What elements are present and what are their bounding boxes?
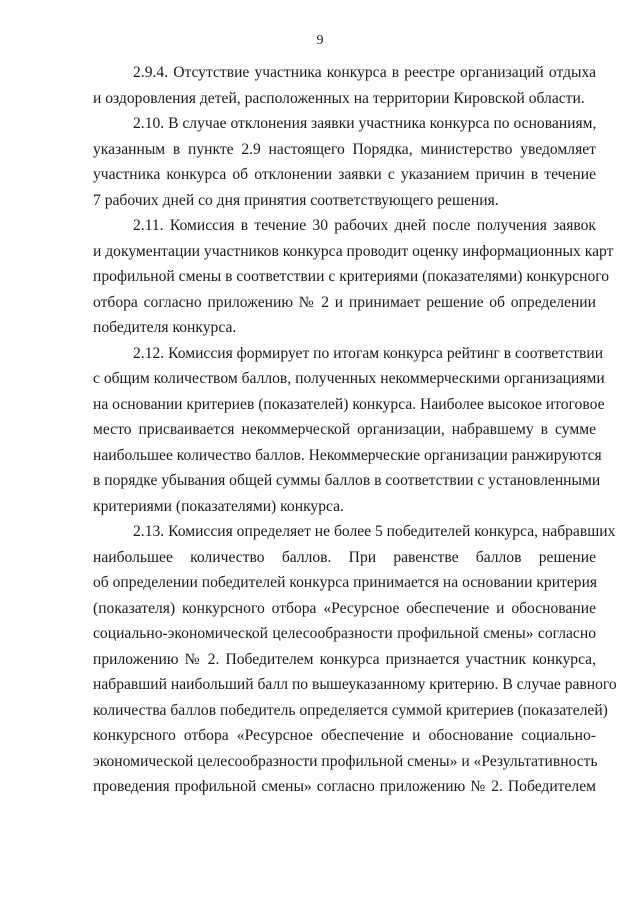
paragraph-2-11	[93, 213, 614, 341]
page-number: 9	[316, 33, 324, 48]
paragraph-line: участника конкурса об отклонении заявки с указанием причин в течение	[93, 166, 596, 183]
paragraph-line: победителя конкурса.	[93, 319, 237, 336]
paragraph-line: экономической целесообразности профильной смены» и «Результативность	[93, 752, 598, 770]
paragraph-line: 2.12. Комиссия формирует по итогам конкурса рейтинг в соответствии	[133, 344, 604, 362]
paragraph-line: об определении победителей конкурса принимается на основании критерия	[93, 574, 598, 591]
paragraph-line: (показателя) конкурсного отбора «Ресурсное обеспечение и обоснование	[93, 599, 596, 617]
paragraph-line: наибольшее количество баллов. Некоммерческие организации ранжируются	[93, 446, 602, 464]
paragraph-line: 2.9.4. Отсутствие участника конкурса в реестре организаций отдыха	[133, 64, 596, 81]
paragraph-line: и документации участников конкурса проводит оценку информационных карт	[93, 242, 614, 260]
paragraph-2-13	[93, 519, 617, 800]
paragraph-line: 2.13. Комиссия определяет не более 5 победителей конкурса, набравших	[133, 523, 616, 540]
document-body	[93, 60, 617, 800]
paragraph-line: и оздоровления детей, расположенных на территории Кировской области.	[93, 89, 585, 107]
paragraph-line: место присваивается некоммерческой организации, набравшему в сумме	[93, 421, 596, 438]
paragraph-line: проведения профильной смены» согласно приложению № 2. Победителем	[93, 778, 596, 795]
paragraph-line: набравший наибольший балл по вышеуказанному критерию. В случае равного	[93, 676, 617, 693]
paragraph-2-9-4	[93, 60, 596, 111]
paragraph-line: профильной смены в соответствии с критериями (показателями) конкурсного	[93, 268, 610, 285]
paragraph-line: социально-экономической целесообразности профильной смены» согласно	[93, 625, 596, 642]
paragraph-line: критериями (показателями) конкурса.	[93, 497, 344, 515]
paragraph-line: отбора согласно приложению № 2 и принимает решение об определении	[93, 293, 596, 311]
paragraph-line: 7 рабочих дней со дня принятия соответствующего решения.	[93, 191, 499, 209]
paragraph-line: на основании критериев (показателей) конкурса. Наиболее высокое итоговое	[93, 395, 605, 413]
paragraph-2-12	[93, 341, 605, 520]
paragraph-line: наибольшее количество баллов. При равенстве баллов решение	[93, 548, 596, 566]
paragraph-line: 2.10. В случае отклонения заявки участника конкурса по основаниям,	[133, 115, 597, 132]
paragraph-line: указанным в пункте 2.9 настоящего Порядка, министерство уведомляет	[93, 140, 596, 158]
paragraph-line: с общим количеством баллов, полученных некоммерческими организациями	[93, 370, 605, 387]
paragraph-line: 2.11. Комиссия в течение 30 рабочих дней после получения заявок	[133, 217, 596, 234]
paragraph-line: в порядке убывания общей суммы баллов в соответствии с установленными	[93, 472, 601, 489]
paragraph-line: приложению № 2. Победителем конкурса признается участник конкурса,	[93, 650, 596, 668]
paragraph-2-10	[93, 111, 596, 213]
paragraph-line: количества баллов победитель определяется суммой критериев (показателей)	[93, 701, 608, 719]
paragraph-line: конкурсного отбора «Ресурсное обеспечение и обоснование социально-	[93, 727, 596, 744]
